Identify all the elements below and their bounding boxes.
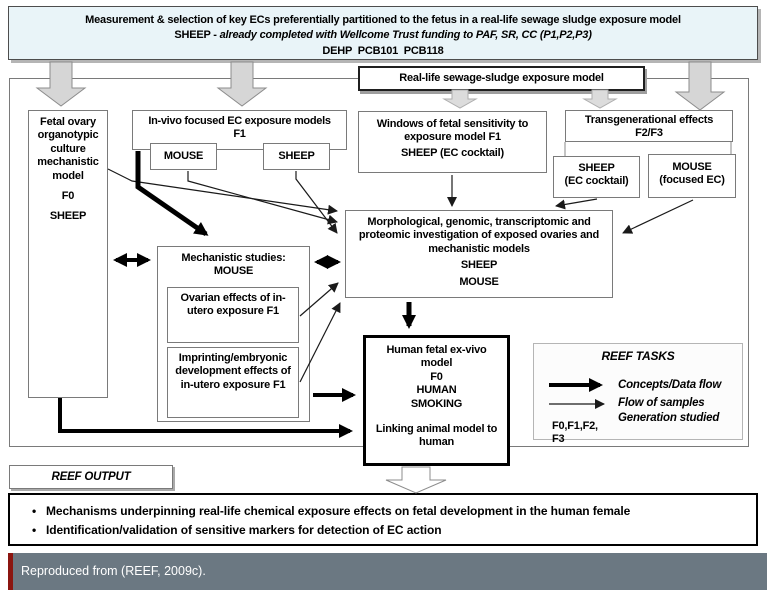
transgen-sheep-label: SHEEP [578, 162, 615, 174]
imprinting-effects-box: Imprinting/embryonic development effects of in-utero exposure F1 [167, 347, 299, 418]
header-line1: Measurement & selection of key ECs preferentially partitioned to the fetus in a real-life sewage sludge exposure model [85, 14, 681, 26]
output-bullet-2 [32, 521, 748, 540]
reef-output-box: REEF OUTPUT [9, 465, 173, 489]
legend-samples-label: Flow of samples [618, 397, 705, 409]
morphological-title: Morphological, genomic, transcriptomic and proteomic investigation of exposed ovaries and mechanistic models [358, 216, 600, 255]
caption-band [8, 553, 767, 590]
windows-title: Windows of fetal sensitivity to exposure model F1 [376, 118, 529, 144]
invivo-title: In-vivo focused EC exposure models [148, 115, 331, 127]
hollow-block-arrow-down-icon [386, 467, 446, 493]
legend-title: REEF TASKS [601, 349, 675, 363]
caption-text: Reproduced from (REEF, 2009c). [21, 564, 206, 578]
human-fetal-title: Human fetal ex-vivo model [386, 344, 487, 370]
ovarian-effects-box: Ovarian effects of in-utero exposure F1 [167, 287, 299, 343]
human-fetal-box [363, 335, 510, 466]
human-fetal-link: Linking animal model to human [375, 423, 498, 449]
legend-generations-line2: F3 [552, 432, 565, 445]
invivo-mouse-box: MOUSE [150, 143, 217, 170]
fetal-ovary-generation: F0 [61, 190, 75, 203]
header-line2 [9, 29, 757, 42]
fetal-ovary-box [28, 110, 108, 398]
invivo-sheep-box: SHEEP [263, 143, 330, 170]
output-bullet-1-text: Mechanisms underpinning real-life chemical exposure effects on fetal development in the human female [46, 504, 631, 518]
bullet-dot-icon: • [32, 504, 37, 518]
mechanistic-subtitle: MOUSE [213, 265, 254, 278]
human-fetal-generation: F0 [430, 370, 443, 383]
morphological-species1: SHEEP [460, 259, 498, 272]
transgenerational-generation: F2/F3 [635, 127, 663, 140]
caption-accent-bar [8, 553, 13, 590]
human-fetal-line3: HUMAN [416, 384, 457, 397]
transgen-mouse-detail: (focused EC) [659, 174, 725, 187]
transgenerational-box [565, 110, 733, 142]
output-bullets-box [8, 493, 758, 546]
fetal-ovary-title: Fetal ovary organotypic culture mechanistic model [37, 116, 99, 182]
legend-concepts-label: Concepts/Data flow [618, 379, 722, 391]
transgen-mouse-label: MOUSE [672, 161, 712, 173]
header-line3: DEHP PCB101 PCB118 [322, 44, 444, 57]
morphological-box [345, 210, 613, 298]
human-fetal-line4: SMOKING [410, 397, 463, 410]
bullet-dot-icon: • [32, 523, 37, 538]
transgen-sheep-box [553, 156, 640, 198]
morphological-species2: MOUSE [459, 275, 499, 288]
transgen-mouse-box [648, 154, 736, 198]
windows-subtitle: SHEEP (EC cocktail) [401, 146, 504, 159]
fetal-ovary-species: SHEEP [49, 210, 87, 223]
header-line2-italic: already completed with Wellcome Trust funding to PAF, SR, CC (P1,P2,P3) [219, 29, 592, 42]
transgenerational-title: Transgenerational effects [584, 114, 714, 126]
banner-box: Real-life sewage-sludge exposure model [358, 66, 645, 91]
legend-generations [552, 420, 598, 445]
output-bullet-2-text: Identification/validation of sensitive markers for detection of EC action [46, 523, 442, 538]
legend-generation-label: Generation studied [618, 412, 720, 424]
output-bullet-1 [32, 502, 748, 521]
invivo-generation: F1 [233, 128, 246, 141]
header-line2-prefix: SHEEP - [174, 29, 220, 42]
legend-box [533, 343, 743, 445]
mechanistic-box [157, 246, 310, 422]
mechanistic-title: Mechanistic studies: [181, 252, 286, 264]
transgen-sheep-detail: (EC cocktail) [564, 175, 629, 188]
legend-generations-line1: F0,F1,F2, [552, 420, 598, 432]
windows-box [358, 111, 547, 173]
header-box [8, 6, 758, 60]
